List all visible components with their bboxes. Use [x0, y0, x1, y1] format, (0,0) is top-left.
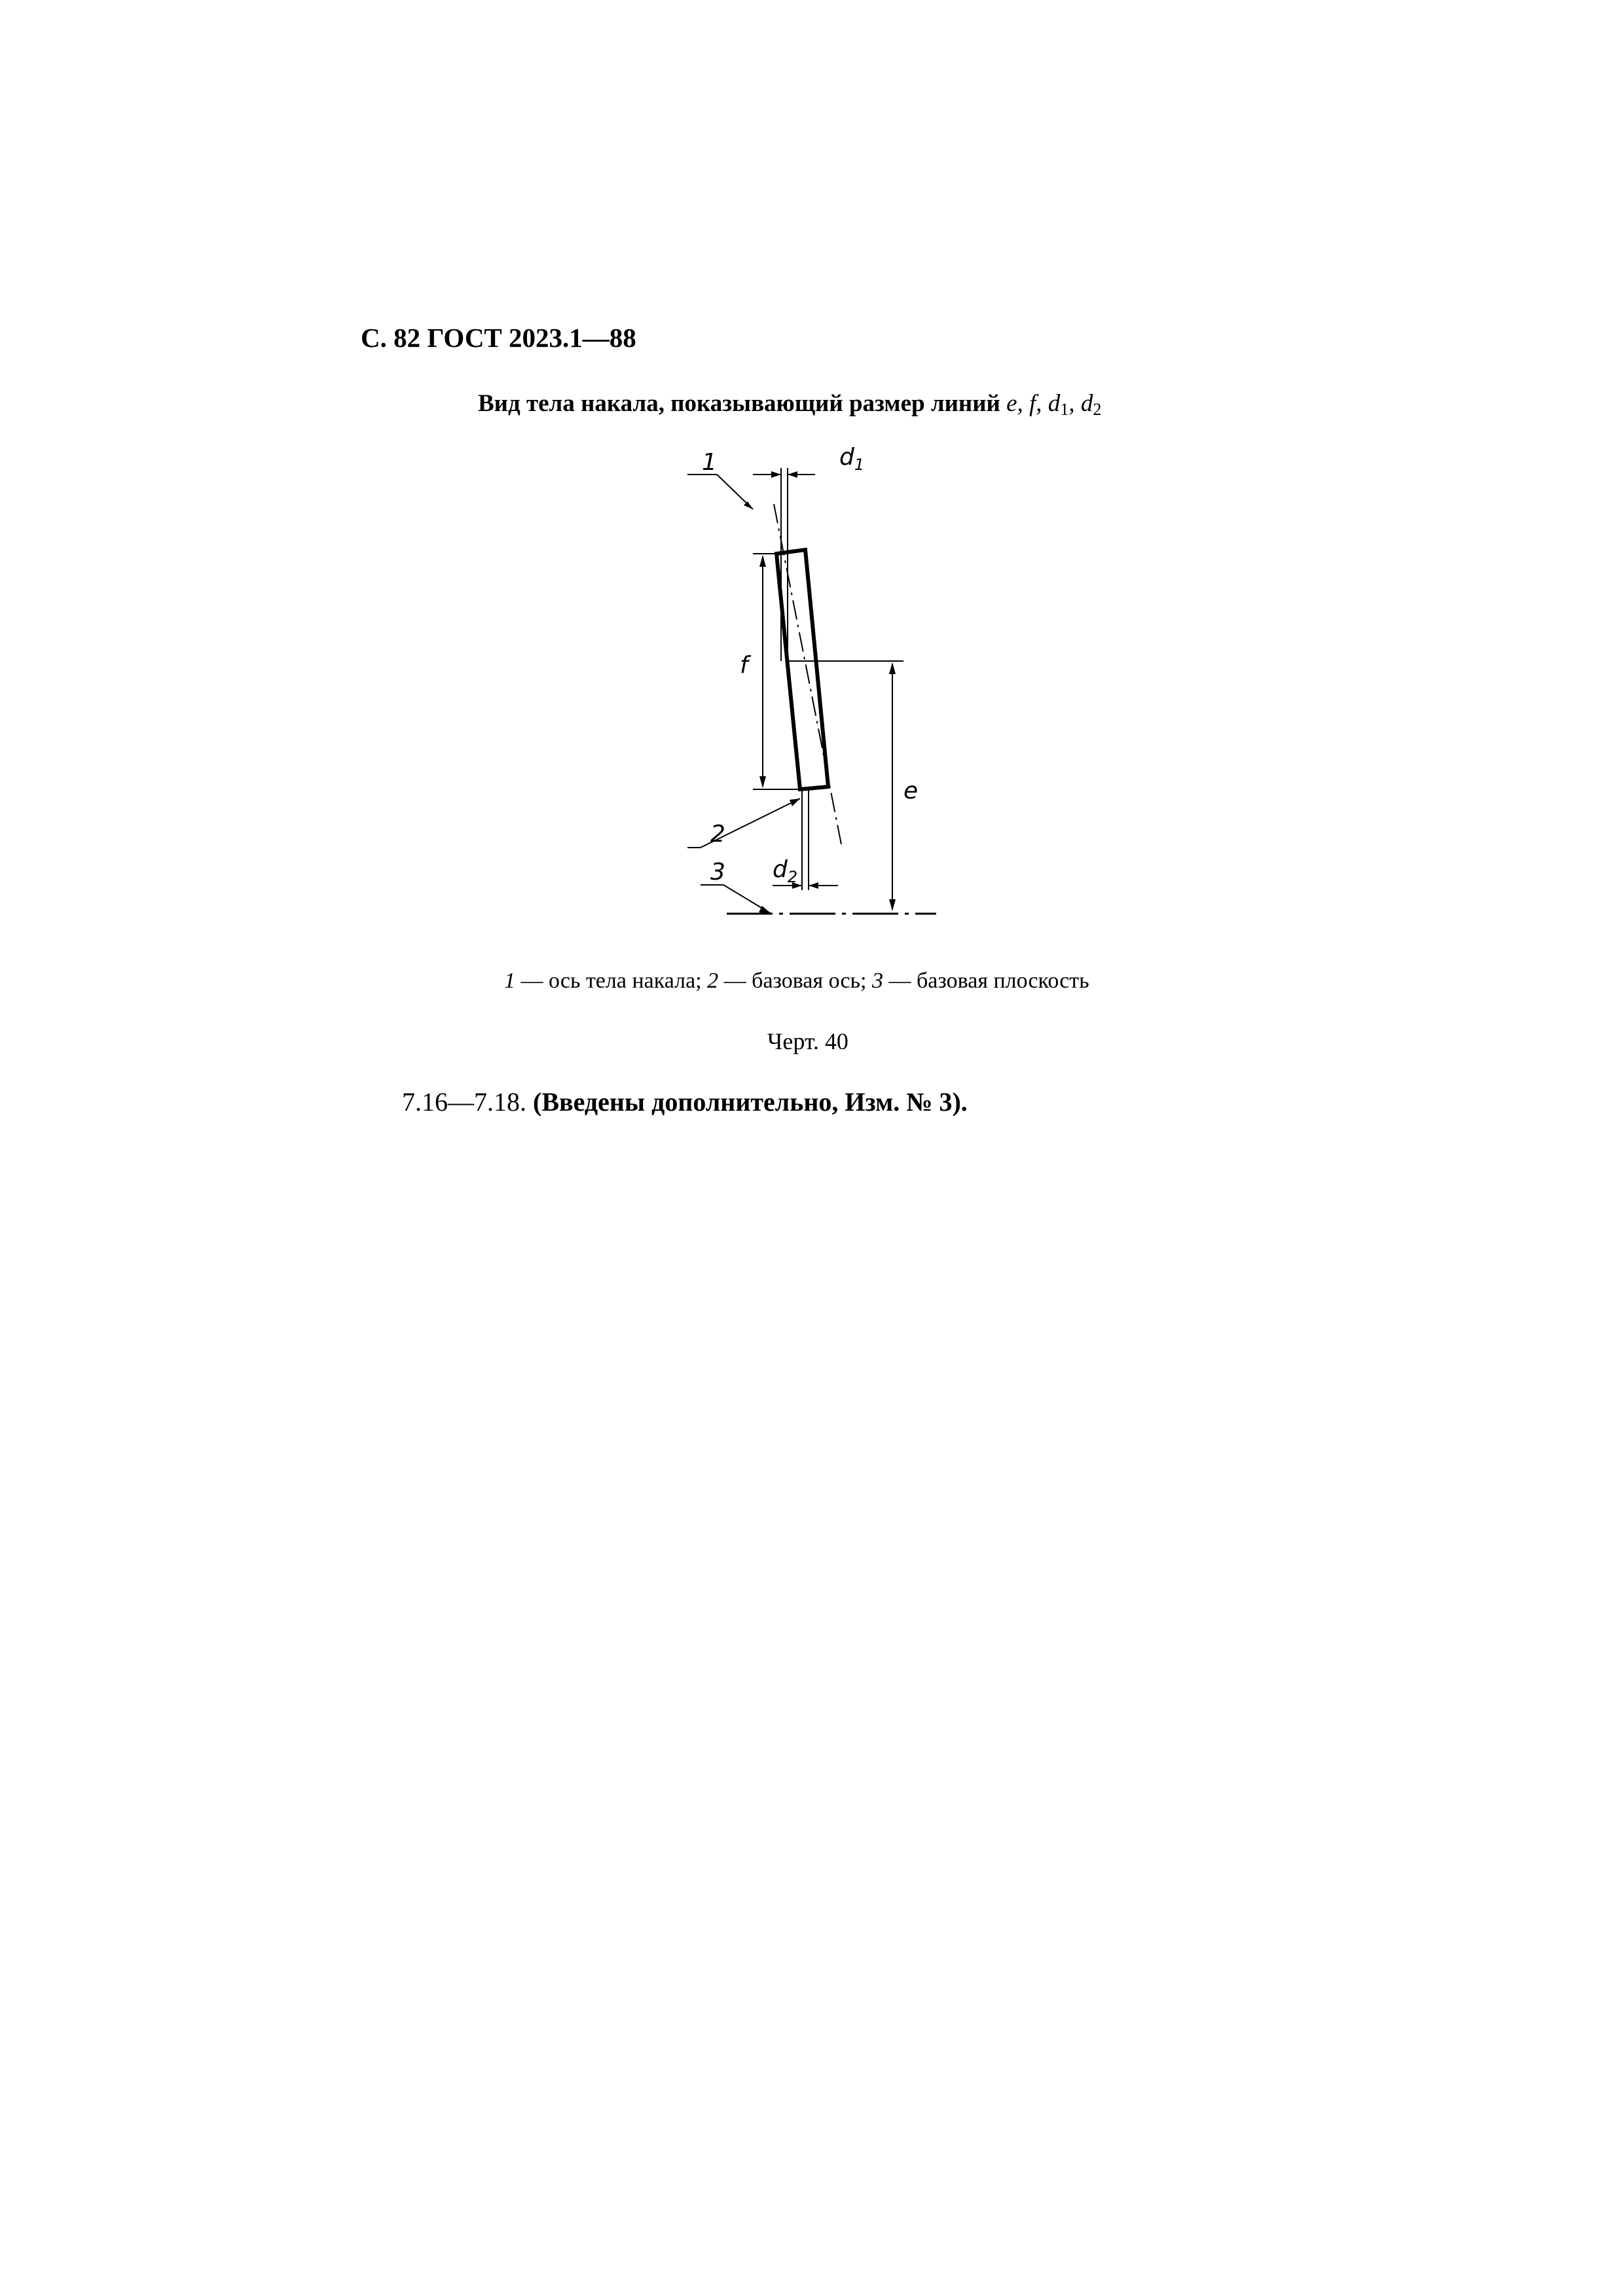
leader-2-arrowhead: [790, 798, 800, 806]
label-f: f: [740, 652, 748, 679]
d2-arrow-right: [809, 882, 818, 889]
e-arrow-top: [889, 662, 896, 674]
filament-drawing: [687, 445, 949, 936]
figure-title: [478, 389, 1101, 420]
amendment-ref: 7.16—7.18.: [402, 1087, 526, 1117]
figure-title-vars: e, f, $d_1$, $d_2$: [1006, 390, 1102, 419]
page-header: С. 82 ГОСТ 2023.1—88: [361, 323, 636, 353]
amendment-note: [402, 1086, 968, 1117]
amendment-text: (Введены дополнительно, Изм. № 3).: [533, 1087, 968, 1117]
d1-arrow-left: [771, 471, 781, 478]
marker-3: 3: [710, 859, 725, 886]
figure-title-text: Вид тела накала, показывающий размер линий: [478, 390, 1000, 417]
e-arrow-bottom: [889, 899, 896, 911]
filament-body: [776, 550, 828, 789]
marker-2: 2: [710, 821, 725, 848]
label-d2: $d_2$: [773, 856, 798, 886]
figure-legend: 1 — ось тела накала; 2 — базовая ось; 3 — базовая плоскость: [504, 969, 1089, 993]
f-arrow-top: [759, 555, 766, 567]
figure-number: Черт. 40: [767, 1028, 848, 1054]
label-e: e: [903, 778, 919, 804]
marker-1: 1: [702, 449, 717, 476]
f-arrow-bottom: [759, 776, 766, 788]
label-d1: $d_1$: [839, 445, 865, 474]
d1-arrow-right: [788, 471, 797, 478]
